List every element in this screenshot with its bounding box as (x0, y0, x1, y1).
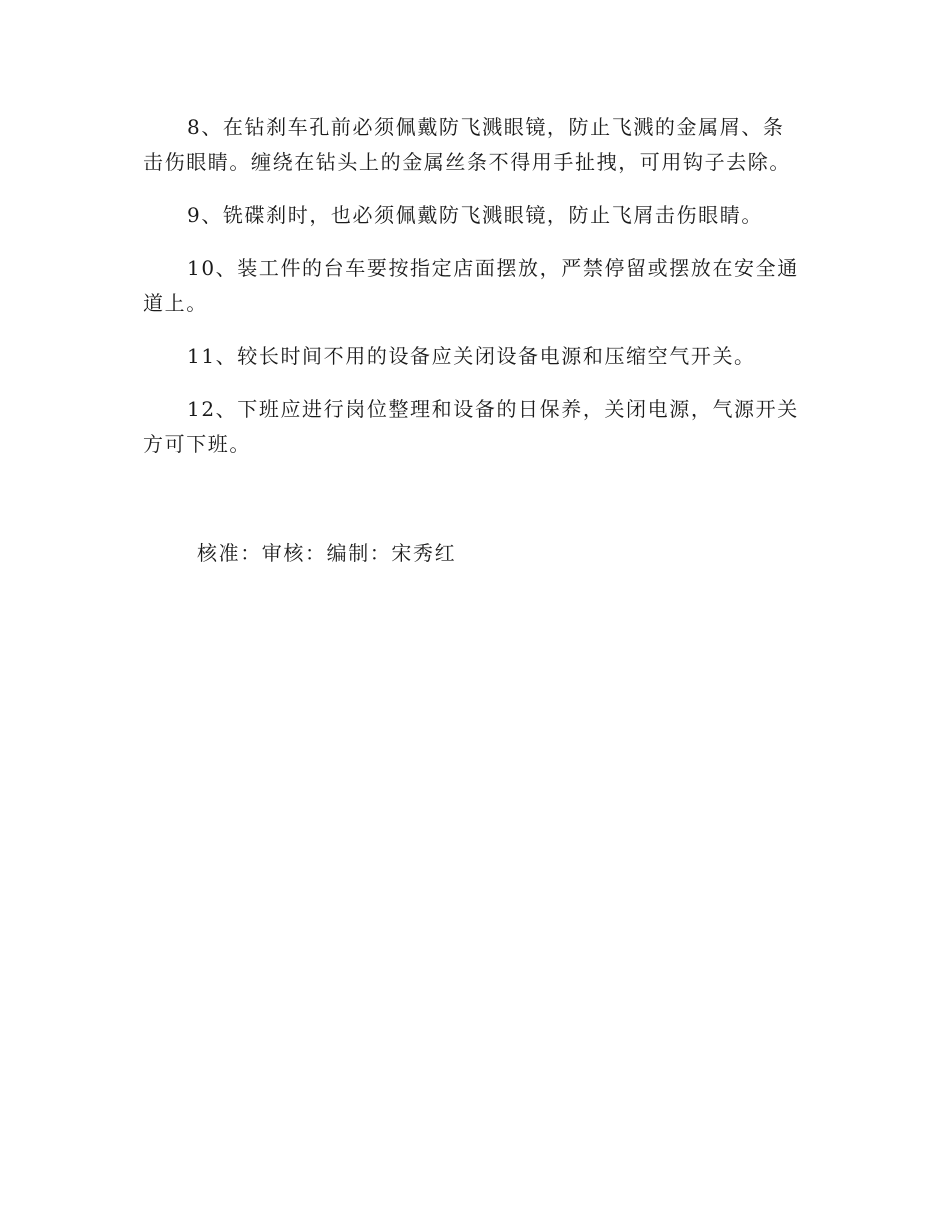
paragraph-item-9: 9、铣碟刹时，也必须佩戴防飞溅眼镜，防止飞屑击伤眼睛。 (187, 203, 763, 227)
document-body (143, 110, 805, 480)
approval-signoff-line: 核准：审核：编制：宋秀红 (197, 541, 457, 565)
paragraph-item-8: 8、在钻刹车孔前必须佩戴防飞溅眼镜，防止飞溅的金属屑、条击伤眼睛。缠绕在钻头上的金属丝条不得用手扯拽，可用钩子去除。 (143, 115, 791, 174)
paragraph-item-12: 12、下班应进行岗位整理和设备的日保养，关闭电源，气源开关方可下班。 (143, 397, 799, 456)
paragraph-item-11: 11、较长时间不用的设备应关闭设备电源和压缩空气开关。 (187, 344, 756, 368)
paragraph-item-10: 10、装工件的台车要按指定店面摆放，严禁停留或摆放在安全通道上。 (143, 256, 799, 315)
